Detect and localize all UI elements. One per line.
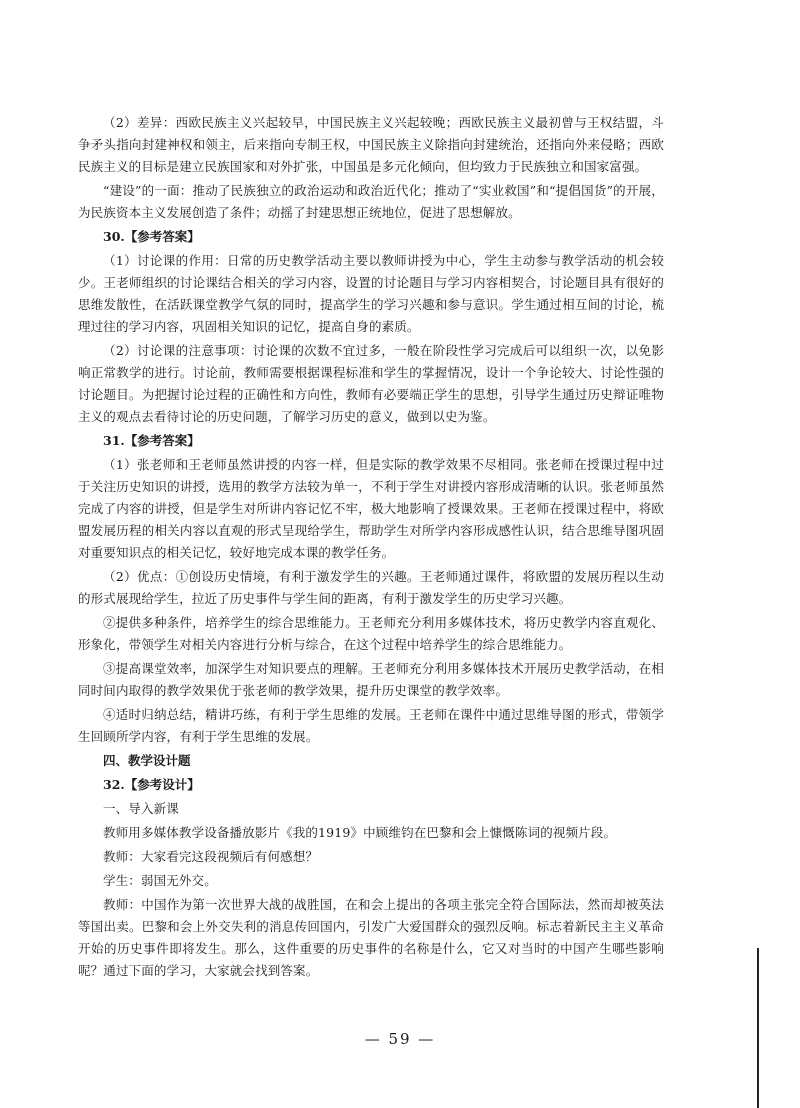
paragraph: （2）差异：西欧民族主义兴起较早，中国民族主义兴起较晚；西欧民族主义最初曾与王权结盟，斗争矛头指向封建神权和领主，后来指向专制王权，中国民族主义除指向封建统治，还指向外来侵略；西欧民族主义的目标是建立民族国家和对外扩张，中国虽是多元化倾向，但均致力于民族独立和国家富强。 — [78, 115, 664, 174]
paragraph: （2）讨论课的注意事项：讨论课的次数不宜过多，一般在阶段性学习完成后可以组织一次，以免影响正常教学的进行。讨论前，教师需要根据课程标准和学生的掌握情况，设计一个争论较大、讨论性强的讨论题目。为把握讨论过程的正确性和方向性，教师有必要端正学生的思想，引导学生通过历史辩证唯物主义的观点去看待讨论的历史问题，了解学习历史的意义，做到以史为鉴。 — [78, 343, 664, 424]
scan-edge-line — [757, 948, 759, 1108]
paragraph: 一、导入新课 — [103, 801, 179, 816]
paragraph: 教师用多媒体教学设备播放影片《我的1919》中顾维钧在巴黎和会上慷慨陈词的视频片段。 — [103, 825, 617, 840]
paragraph: （1）张老师和王老师虽然讲授的内容一样，但是实际的教学效果不尽相同。张老师在授课过程中过于关注历史知识的讲授，选用的教学方法较为单一，不利于学生对讲授内容形成清晰的认识。张老师虽然完成了内容的讲授，但是学生对所讲内容记忆不牢，极大地影响了授课效果。王老师在授课过程中，将欧盟发展历程的相关内容以直观的形式呈现给学生，帮助学生对所学内容形成感性认识，结合思维导图巩固对重要知识点的相关记忆，较好地完成本课的教学任务。 — [78, 457, 664, 560]
section-heading: 30.【参考答案】 — [103, 229, 200, 244]
paragraph: 教师：中国作为第一次世界大战的战胜国，在和会上提出的各项主张完全符合国际法，然而却被英法等国出卖。巴黎和会上外交失利的消息传回国内，引发广大爱国群众的强烈反响。标志着新民主主义革命开始的历史事件即将发生。那么，这件重要的历史事件的名称是什么，它又对当时的中国产生哪些影响呢？通过下面的学习，大家就会找到答案。 — [78, 897, 664, 978]
page-number: — 59 — — [364, 1030, 436, 1048]
paragraph: ③提高课堂效率，加深学生对知识要点的理解。王老师充分利用多媒体技术开展历史教学活动，在相同时间内取得的教学效果优于张老师的教学效果，提升历史课堂的教学效率。 — [78, 661, 664, 698]
paragraph: 学生：弱国无外交。 — [103, 873, 217, 888]
paragraph: ②提供多种条件，培养学生的综合思维能力。王老师充分利用多媒体技术，将历史教学内容直观化、形象化，带领学生对相关内容进行分析与综合，在这个过程中培养学生的综合思维能力。 — [78, 615, 664, 652]
section-heading: 四、教学设计题 — [103, 753, 191, 768]
paragraph: “建设”的一面：推动了民族独立的政治运动和政治近代化；推动了“实业救国”和“提倡国货”的开展，为民族资本主义发展创造了条件；动摇了封建思想正统地位，促进了思想解放。 — [78, 183, 664, 220]
page-body — [78, 112, 664, 984]
paragraph: 教师：大家看完这段视频后有何感想？ — [103, 849, 319, 864]
paragraph: ④适时归纳总结，精讲巧练，有利于学生思维的发展。王老师在课件中通过思维导图的形式，带领学生回顾所学内容，有利于学生思维的发展。 — [78, 707, 664, 744]
section-heading: 32.【参考设计】 — [103, 777, 200, 792]
section-heading: 31.【参考答案】 — [103, 433, 200, 448]
paragraph: （1）讨论课的作用：日常的历史教学活动主要以教师讲授为中心，学生主动参与教学活动的机会较少。王老师组织的讨论课结合相关的学习内容，设置的讨论题目与学习内容相契合，讨论题目具有很好的思维发散性，在活跃课堂教学气氛的同时，提高学生的学习兴趣和参与意识。学生通过相互间的讨论，梳理过往的学习内容，巩固相关知识的记忆，提高自身的素质。 — [78, 253, 664, 334]
paragraph: （2）优点：①创设历史情境，有利于激发学生的兴趣。王老师通过课件，将欧盟的发展历程以生动的形式展现给学生，拉近了历史事件与学生间的距离，有利于激发学生的历史学习兴趣。 — [78, 569, 664, 606]
